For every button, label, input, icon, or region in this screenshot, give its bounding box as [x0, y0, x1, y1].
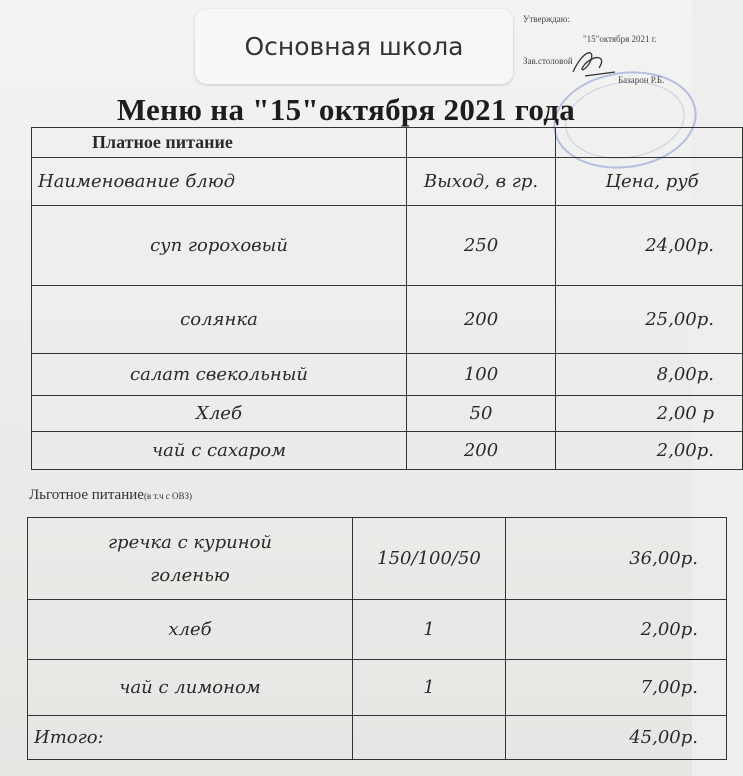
column-header: Наименование блюд — [32, 158, 407, 206]
dish-weight: 1 — [353, 660, 506, 716]
dish-name: солянка — [32, 286, 407, 354]
dish-price: 2,00 р — [556, 396, 743, 432]
dish-weight: 150/100/50 — [353, 518, 506, 600]
table-row — [32, 396, 743, 432]
table-row — [28, 600, 727, 660]
benefit-section-note: (в т.ч с ОВЗ) — [143, 491, 192, 501]
dish-name: чай с лимоном — [28, 660, 353, 716]
table-row — [32, 354, 743, 396]
table-row — [32, 286, 743, 354]
table-row — [28, 660, 727, 716]
dish-name: салат свекольный — [32, 354, 407, 396]
dish-weight: 1 — [353, 600, 506, 660]
dish-weight: 50 — [407, 396, 556, 432]
dish-price: 25,00р. — [556, 286, 743, 354]
table-row — [32, 206, 743, 286]
paid-menu-table — [31, 127, 743, 470]
school-tag: Основная школа — [195, 9, 513, 84]
section-title: Платное питание — [32, 128, 407, 158]
total-label: Итого: — [28, 716, 353, 760]
dish-name: гречка с куриной голенью — [28, 518, 353, 600]
dish-price: 2,00р. — [506, 600, 727, 660]
approval-date: "15"октября 2021 г. — [583, 34, 657, 44]
approval-label: Утверждаю: — [523, 14, 571, 24]
dish-weight: 100 — [407, 354, 556, 396]
dish-price: 8,00р. — [556, 354, 743, 396]
column-header: Цена, руб — [556, 158, 743, 206]
benefit-section-title: Льготное питание(в т.ч с ОВЗ) — [29, 487, 192, 503]
dish-name: хлеб — [28, 600, 353, 660]
table-row — [32, 432, 743, 470]
approval-role: Зав.столовой — [523, 56, 573, 66]
table-row — [32, 128, 743, 158]
dish-weight: 200 — [407, 432, 556, 470]
dish-price: 24,00р. — [556, 206, 743, 286]
approval-name: Базарон Р.Б. — [618, 75, 665, 85]
total-value: 45,00р. — [506, 716, 727, 760]
dish-weight: 200 — [407, 286, 556, 354]
dish-price: 36,00р. — [506, 518, 727, 600]
dish-name: чай с сахаром — [32, 432, 407, 470]
table-row — [28, 518, 727, 600]
total-row — [28, 716, 727, 760]
dish-weight: 250 — [407, 206, 556, 286]
dish-name: суп гороховый — [32, 206, 407, 286]
dish-price: 7,00р. — [506, 660, 727, 716]
dish-price: 2,00р. — [556, 432, 743, 470]
dish-name: Хлеб — [32, 396, 407, 432]
benefit-menu-table — [27, 517, 727, 760]
column-headers — [32, 158, 743, 206]
column-header: Выход, в гр. — [407, 158, 556, 206]
page-title: Меню на "15"октября 2021 года — [116, 92, 576, 127]
